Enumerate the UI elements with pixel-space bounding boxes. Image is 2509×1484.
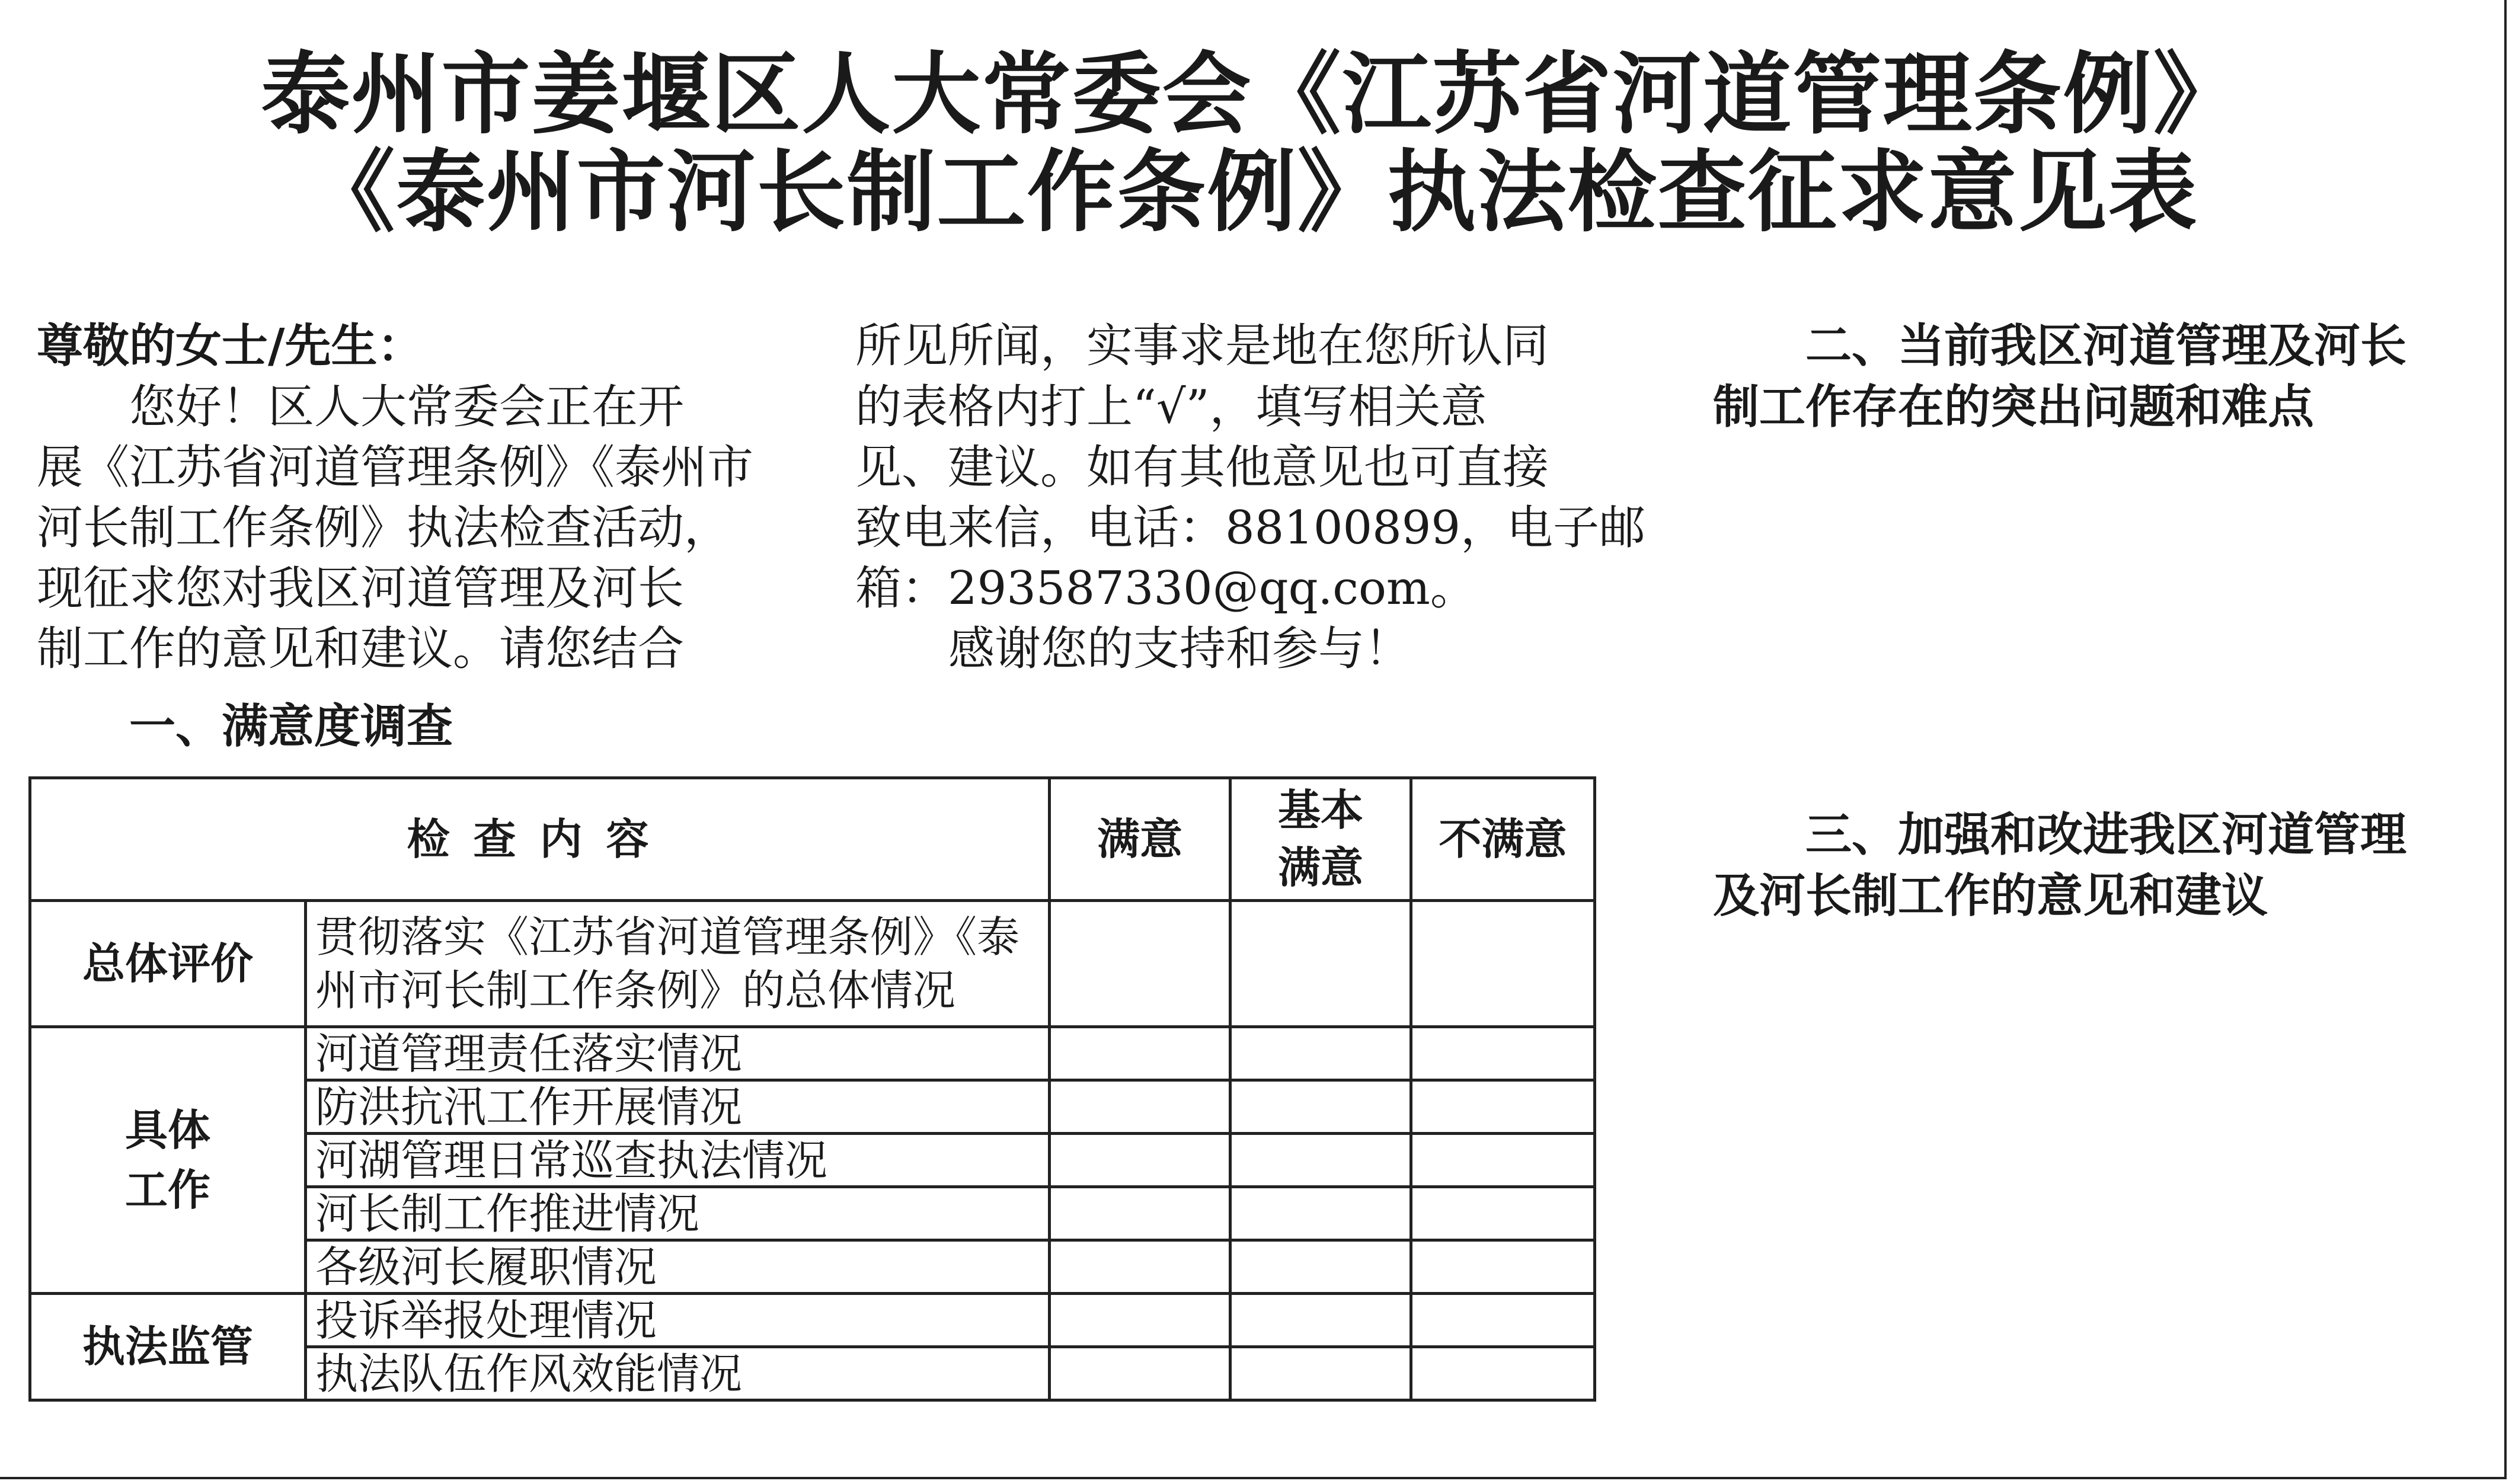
section-2-heading: 二、当前我区河道管理及河长: [1713, 319, 2407, 373]
item-overall-implementation: 贯彻落实《江苏省河道管理条例》《泰州市河长制工作条例》的总体情况: [306, 901, 1050, 1027]
checkbox-unsatisfied[interactable]: [1411, 1347, 1595, 1400]
category-line-1: 具体: [124, 1105, 210, 1155]
checkbox-basically-satisfied[interactable]: [1230, 1134, 1411, 1187]
checkbox-unsatisfied[interactable]: [1411, 1080, 1595, 1134]
category-line-2: 工作: [124, 1165, 210, 1215]
table-row: [30, 901, 1595, 1027]
checkbox-basically-satisfied[interactable]: [1230, 1294, 1411, 1347]
letter-line: 所见所闻，实事求是地在您所认同: [855, 319, 1549, 373]
section-3-heading-cont: 及河长制工作的意见和建议: [1713, 869, 2268, 923]
checkbox-satisfied[interactable]: [1050, 1294, 1230, 1347]
checkbox-satisfied[interactable]: [1050, 1134, 1230, 1187]
letter-line: 的表格内打上“√”，填写相关意: [855, 380, 1487, 434]
category-overall: 总体评价: [30, 901, 306, 1027]
checkbox-unsatisfied[interactable]: [1411, 1027, 1595, 1080]
satisfaction-survey-table: [28, 776, 1596, 1402]
letter-line: 展《江苏省河道管理条例》《泰州市: [37, 441, 754, 494]
category-specific-work: [30, 1027, 306, 1294]
checkbox-basically-satisfied[interactable]: [1230, 1187, 1411, 1240]
checkbox-satisfied[interactable]: [1050, 901, 1230, 1027]
greeting: 尊敬的女士/先生：: [37, 319, 424, 373]
form-title-line-2: 《泰州市河长制工作条例》执法检查征求意见表: [306, 141, 2198, 244]
section-1-heading: 一、满意度调查: [129, 700, 453, 753]
letter-line: 致电来信，电话：88100899，电子邮: [855, 501, 1646, 555]
checkbox-satisfied[interactable]: [1050, 1347, 1230, 1400]
letter-line: 河长制工作条例》执法检查活动，: [37, 501, 731, 555]
letter-line: 制工作的意见和建议。请您结合: [37, 622, 685, 676]
category-enforcement: 执法监管: [30, 1294, 306, 1400]
header-basic-line-1: 基本: [1278, 785, 1364, 835]
section-2-heading-cont: 制工作存在的突出问题和难点: [1713, 380, 2315, 434]
checkbox-basically-satisfied[interactable]: [1230, 1080, 1411, 1134]
checkbox-unsatisfied[interactable]: [1411, 901, 1595, 1027]
item-flood-control: 防洪抗汛工作开展情况: [306, 1080, 1050, 1134]
header-check-content: 检查内容: [30, 778, 1050, 901]
checkbox-basically-satisfied[interactable]: [1230, 1240, 1411, 1294]
section-3-heading: 三、加强和改进我区河道管理: [1713, 808, 2407, 862]
item-daily-patrol: 河湖管理日常巡查执法情况: [306, 1134, 1050, 1187]
checkbox-unsatisfied[interactable]: [1411, 1187, 1595, 1240]
table-row: [30, 1294, 1595, 1347]
checkbox-satisfied[interactable]: [1050, 1027, 1230, 1080]
letter-line: 见、建议。如有其他意见也可直接: [855, 441, 1549, 494]
checkbox-unsatisfied[interactable]: [1411, 1240, 1595, 1294]
checkbox-basically-satisfied[interactable]: [1230, 1347, 1411, 1400]
checkbox-basically-satisfied[interactable]: [1230, 901, 1411, 1027]
checkbox-basically-satisfied[interactable]: [1230, 1027, 1411, 1080]
letter-line: 现征求您对我区河道管理及河长: [37, 562, 685, 615]
checkbox-satisfied[interactable]: [1050, 1187, 1230, 1240]
contact-email-line: 箱：293587330@qq.com。: [855, 562, 1476, 615]
checkbox-unsatisfied[interactable]: [1411, 1134, 1595, 1187]
table-header-row: [30, 778, 1595, 901]
item-responsibility: 河道管理责任落实情况: [306, 1027, 1050, 1080]
header-basic-line-2: 满意: [1278, 843, 1364, 893]
header-satisfied: 满意: [1050, 778, 1230, 901]
header-basically-satisfied: [1230, 778, 1411, 901]
form-title-line-1: 泰州市姜堰区人大常委会《江苏省河道管理条例》: [261, 43, 2243, 146]
checkbox-satisfied[interactable]: [1050, 1080, 1230, 1134]
item-enforcement-team: 执法队伍作风效能情况: [306, 1347, 1050, 1400]
item-river-chief-duties: 各级河长履职情况: [306, 1240, 1050, 1294]
item-river-chief-progress: 河长制工作推进情况: [306, 1187, 1050, 1240]
letter-line: 您好！区人大常委会正在开: [37, 380, 685, 434]
thanks-line: 感谢您的支持和参与！: [948, 622, 1411, 676]
checkbox-unsatisfied[interactable]: [1411, 1294, 1595, 1347]
checkbox-satisfied[interactable]: [1050, 1240, 1230, 1294]
header-unsatisfied: 不满意: [1411, 778, 1595, 901]
item-complaint-handling: 投诉举报处理情况: [306, 1294, 1050, 1347]
table-row: [30, 1027, 1595, 1080]
